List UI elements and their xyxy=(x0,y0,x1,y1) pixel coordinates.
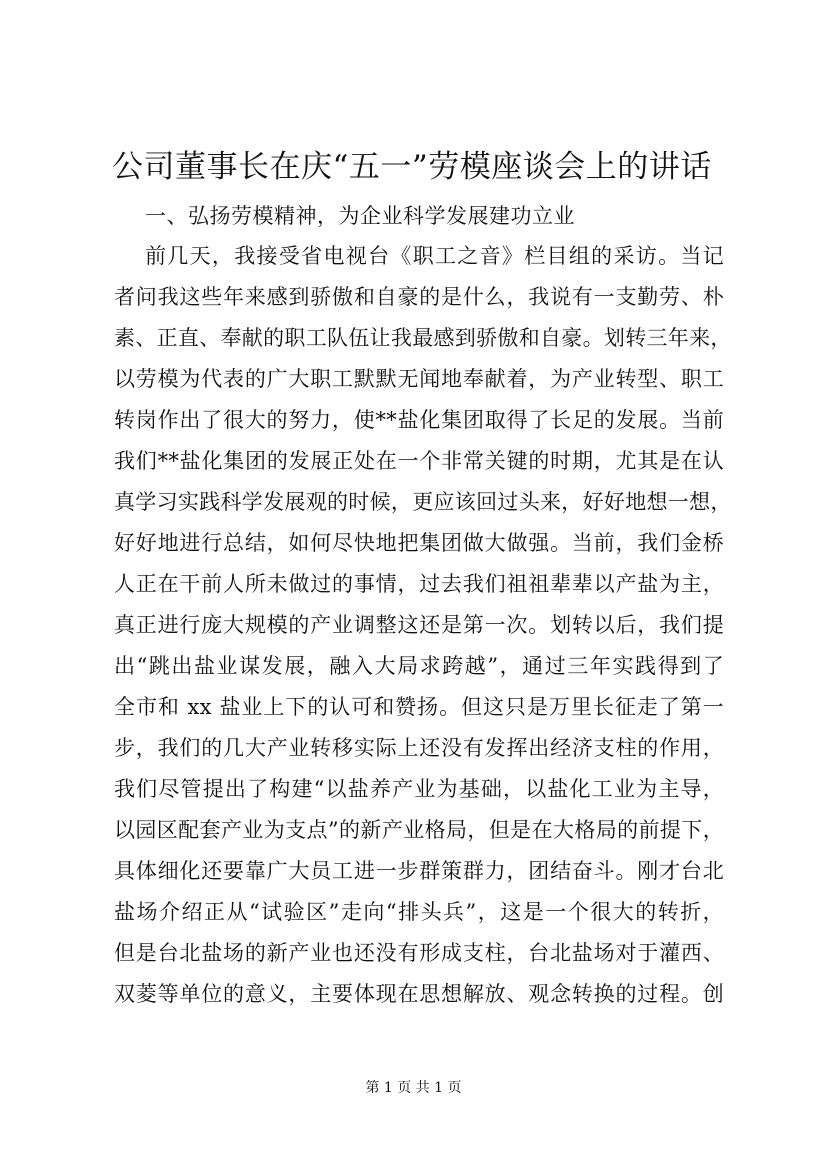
body-line: 盐场介绍正从“试验区”走向“排头兵”，这是一个很大的转折， xyxy=(114,900,724,924)
body-line: 以劳模为代表的广大职工默默无闻地奉献着，为产业转型、职工 xyxy=(114,367,724,391)
body-line: 转岗作出了很大的努力，使**盐化集团取得了长足的发展。当前 xyxy=(114,408,724,432)
body-line: 全市和 xx 盐业上下的认可和赞扬。但这只是万里长征走了第一 xyxy=(114,695,724,719)
body-line: 我们尽管提出了构建“以盐养产业为基础，以盐化工业为主导， xyxy=(114,777,724,801)
body-line: 好好地进行总结，如何尽快地把集团做大做强。当前，我们金桥 xyxy=(114,531,724,555)
body-line: 以园区配套产业为支点”的新产业格局，但是在大格局的前提下， xyxy=(114,818,724,842)
body-line: 出“跳出盐业谋发展，融入大局求跨越”，通过三年实践得到了 xyxy=(114,654,724,678)
body-line: 真正进行庞大规模的产业调整这还是第一次。划转以后，我们提 xyxy=(114,613,724,637)
document-title: 公司董事长在庆“五一”劳模座谈会上的讲话 xyxy=(112,149,712,185)
body-line: 双菱等单位的意义，主要体现在思想解放、观念转换的过程。创 xyxy=(114,982,724,1006)
body-line: 真学习实践科学发展观的时候，更应该回过头来，好好地想一想， xyxy=(114,490,732,514)
body-line: 但是台北盐场的新产业也还没有形成支柱，台北盐场对于灌西、 xyxy=(114,941,724,965)
body-line: 前几天，我接受省电视台《职工之音》栏目组的采访。当记 xyxy=(145,244,724,268)
body-line: 具体细化还要靠广大员工进一步群策群力，团结奋斗。刚才台北 xyxy=(114,859,724,883)
section-heading: 一、弘扬劳模精神，为企业科学发展建功立业 xyxy=(145,204,575,228)
body-line: 我们**盐化集团的发展正处在一个非常关键的时期，尤其是在认 xyxy=(114,449,724,473)
body-text xyxy=(114,236,732,1015)
body-line: 步，我们的几大产业转移实际上还没有发挥出经济支柱的作用， xyxy=(114,736,724,760)
body-line: 者问我这些年来感到骄傲和自豪的是什么，我说有一支勤劳、朴 xyxy=(114,285,724,309)
body-line: 素、正直、奉献的职工队伍让我最感到骄傲和自豪。划转三年来， xyxy=(114,326,732,350)
page-footer: 第 1 页 共 1 页 xyxy=(365,1080,462,1096)
body-line: 人正在干前人所未做过的事情，过去我们祖祖辈辈以产盐为主， xyxy=(114,572,724,596)
